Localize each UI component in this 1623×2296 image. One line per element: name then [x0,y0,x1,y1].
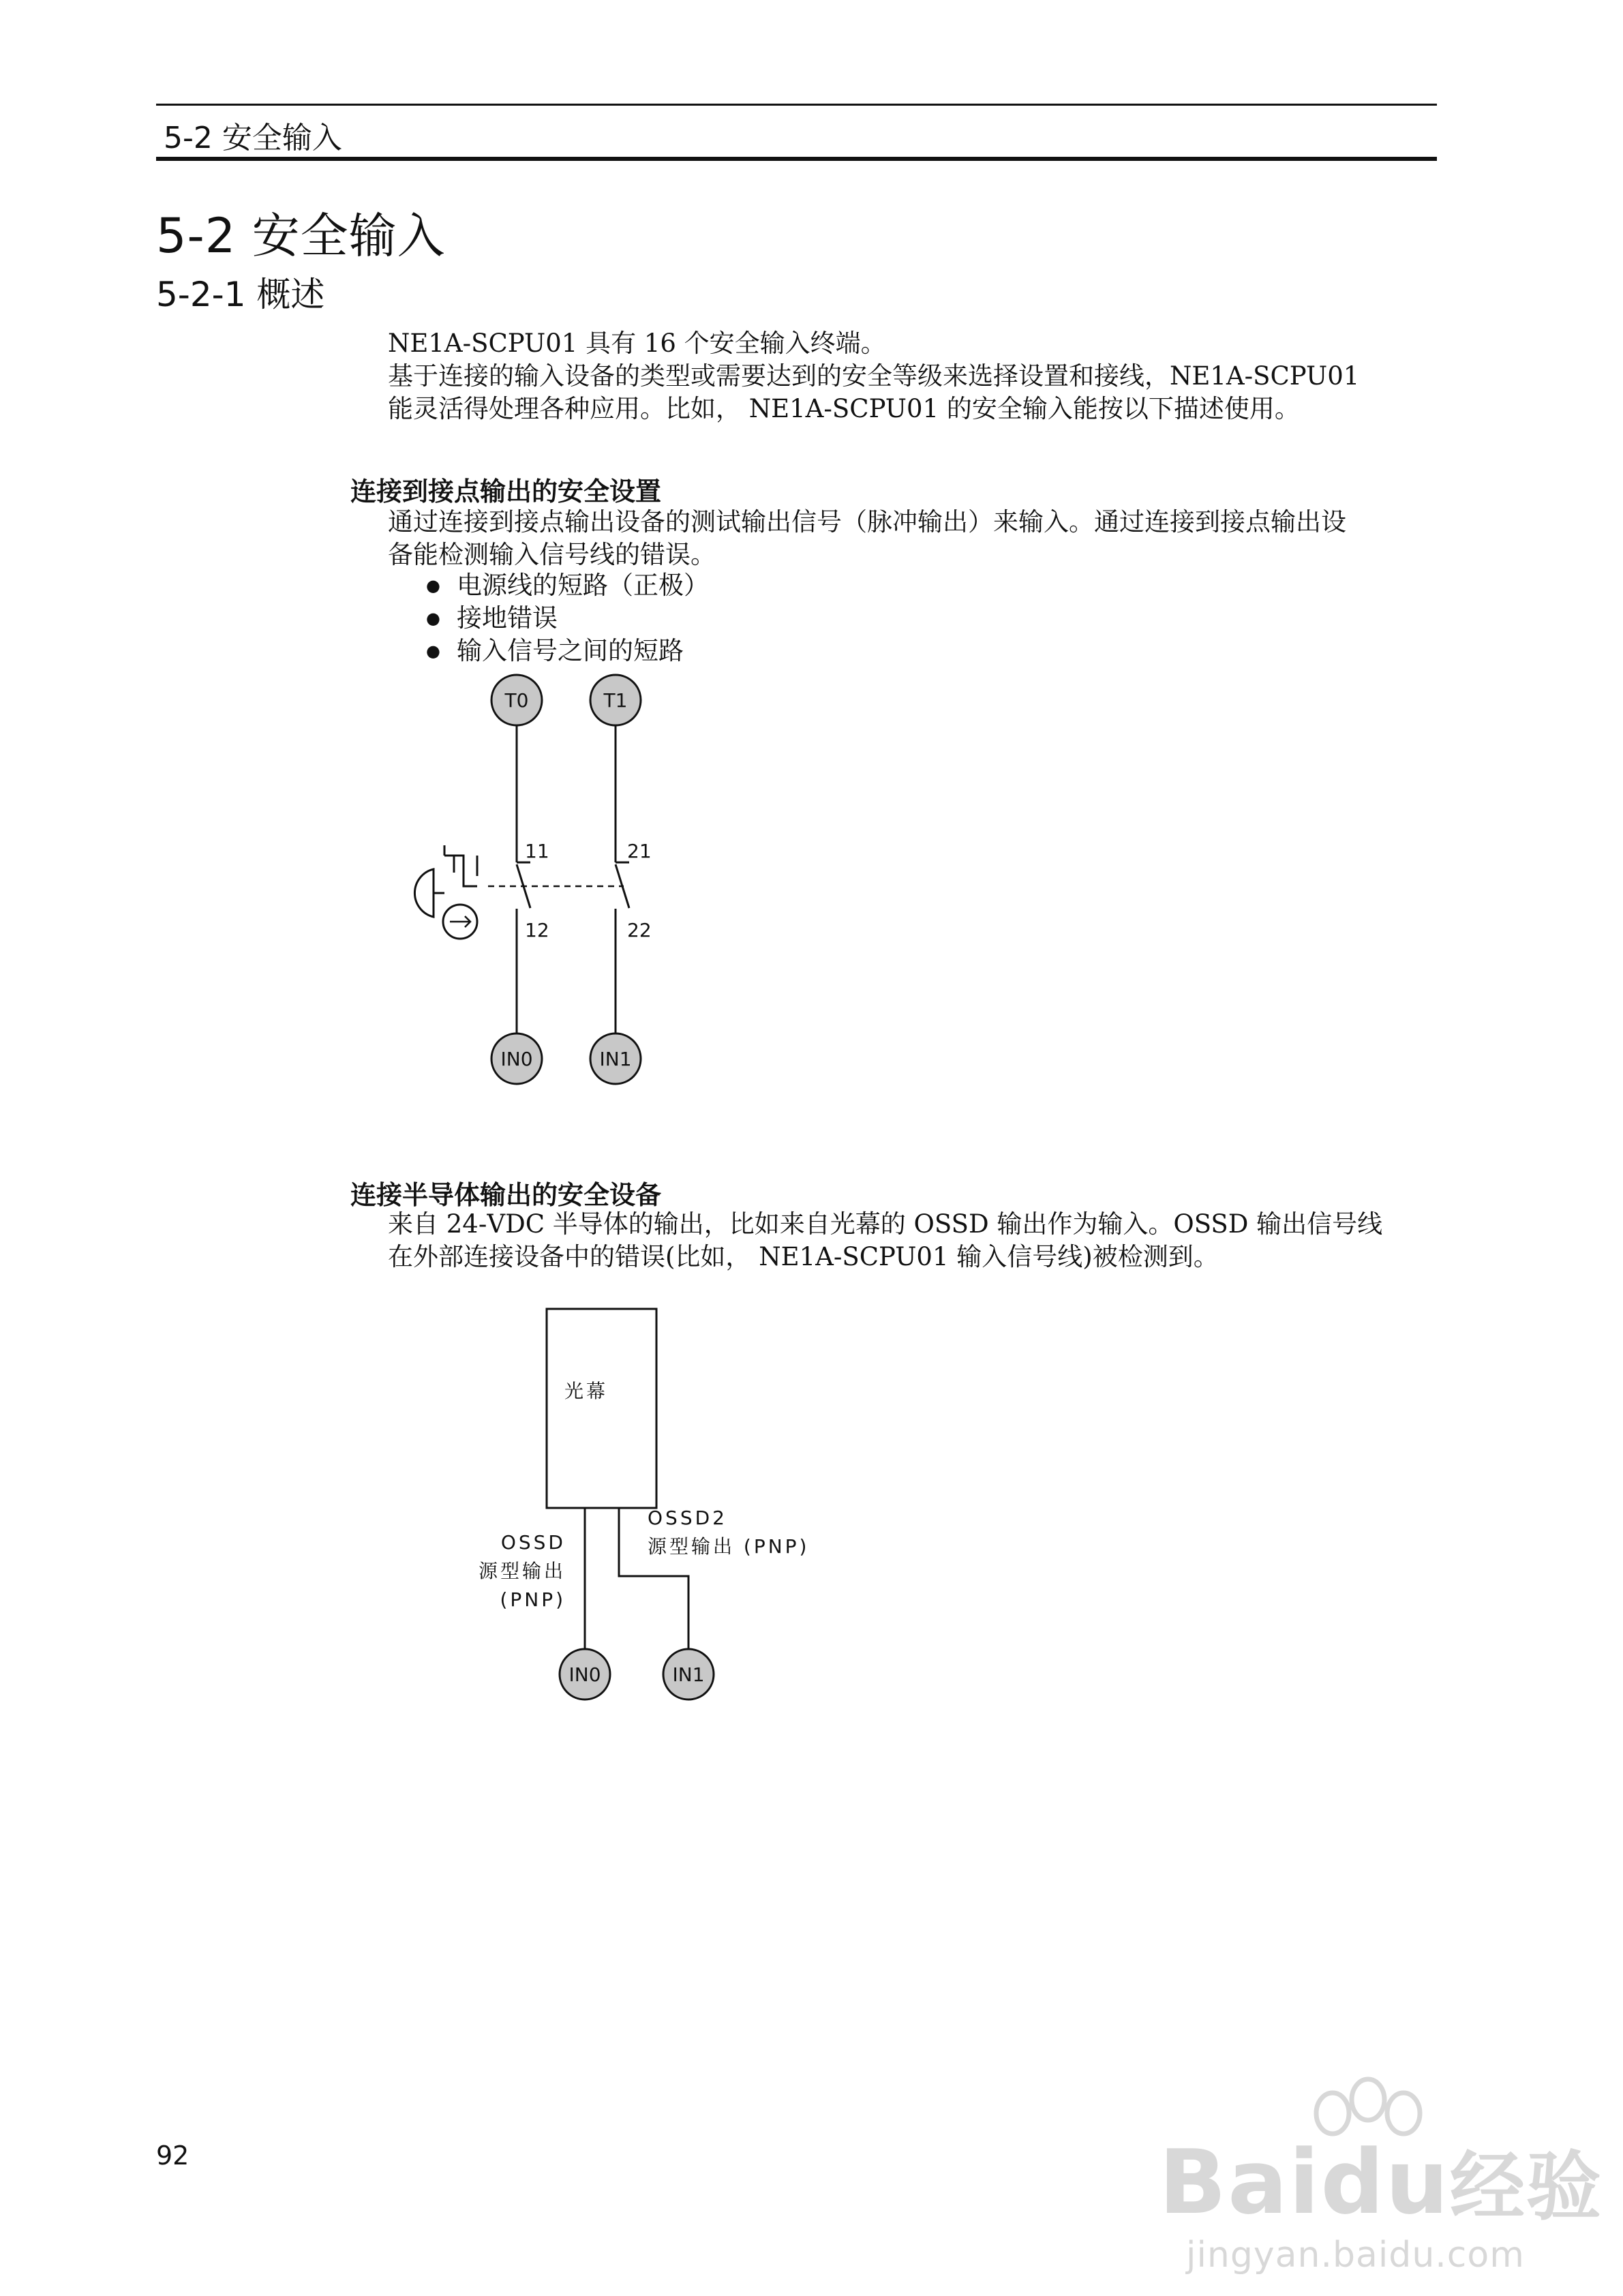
contact-label-12: 12 [525,919,549,941]
watermark-product: 经验 [1449,2143,1603,2231]
light-curtain-label: 光幕 [564,1380,609,1402]
terminal-in1-label: IN1 [672,1663,705,1686]
intro-line-2: 基于连接的输入设备的类型或需要达到的安全等级来选择设置和接线，NE1A-SCPU01 [388,361,1360,391]
contact-label-22: 22 [627,919,652,941]
light-curtain-box [547,1309,656,1508]
baidu-jingyan-watermark [1159,2072,1603,2277]
ossd1-label-3: (PNP) [500,1588,566,1611]
ossd2-label-2: 源型输出 (PNP) [648,1535,810,1558]
bullet-item: ● 接地错误 [426,602,709,635]
terminal-in0-label: IN0 [500,1048,533,1070]
semiconductor-heading: 连接半导体输出的安全设备 [350,1180,662,1210]
ossd1-label-1: OSSD [500,1531,566,1554]
terminal-in1-label: IN1 [599,1048,632,1070]
watermark-url: jingyan.baidu.com [1186,2235,1525,2276]
contact-line-1: 通过连接到接点输出设备的测试输出信号（脉冲输出）来输入。通过连接到接点输出设 [388,507,1346,537]
semiconductor-line-2: 在外部连接设备中的错误(比如， NE1A-SCPU01 输入信号线)被检测到。 [388,1242,1219,1271]
contact-label-11: 11 [525,840,549,862]
contact-label-21: 21 [627,840,652,862]
intro-line-1: NE1A-SCPU01 具有 16 个安全输入终端。 [388,329,886,358]
bullet-item: ● 输入信号之间的短路 [426,635,709,667]
page-number: 92 [156,2141,189,2171]
terminal-t0-label: T0 [504,689,529,712]
watermark-brand: Bai [1159,2130,1321,2234]
contact-line-2: 备能检测输入信号线的错误。 [388,540,716,569]
running-header: 5-2 安全输入 [164,121,342,155]
terminal-in0-label: IN0 [568,1663,601,1686]
watermark-brand-suffix: du [1320,2130,1450,2234]
semiconductor-line-1: 来自 24-VDC 半导体的输出，比如来自光幕的 OSSD 输出作为输入。OSSD 输出信号线 [388,1209,1383,1239]
intro-line-3: 能灵活得处理各种应用。比如， NE1A-SCPU01 的安全输入能按以下描述使用。 [388,394,1300,423]
page-title: 5-2 安全输入 [156,208,446,264]
terminal-t1-label: T1 [603,689,628,712]
subsection-title: 5-2-1 概述 [156,275,325,314]
contact-heading: 连接到接点输出的安全设置 [350,477,662,507]
ossd1-label-2: 源型输出 [478,1560,566,1582]
ossd2-label-1: OSSD2 [648,1507,727,1529]
bullet-item: ● 电源线的短路（正极） [426,569,709,602]
